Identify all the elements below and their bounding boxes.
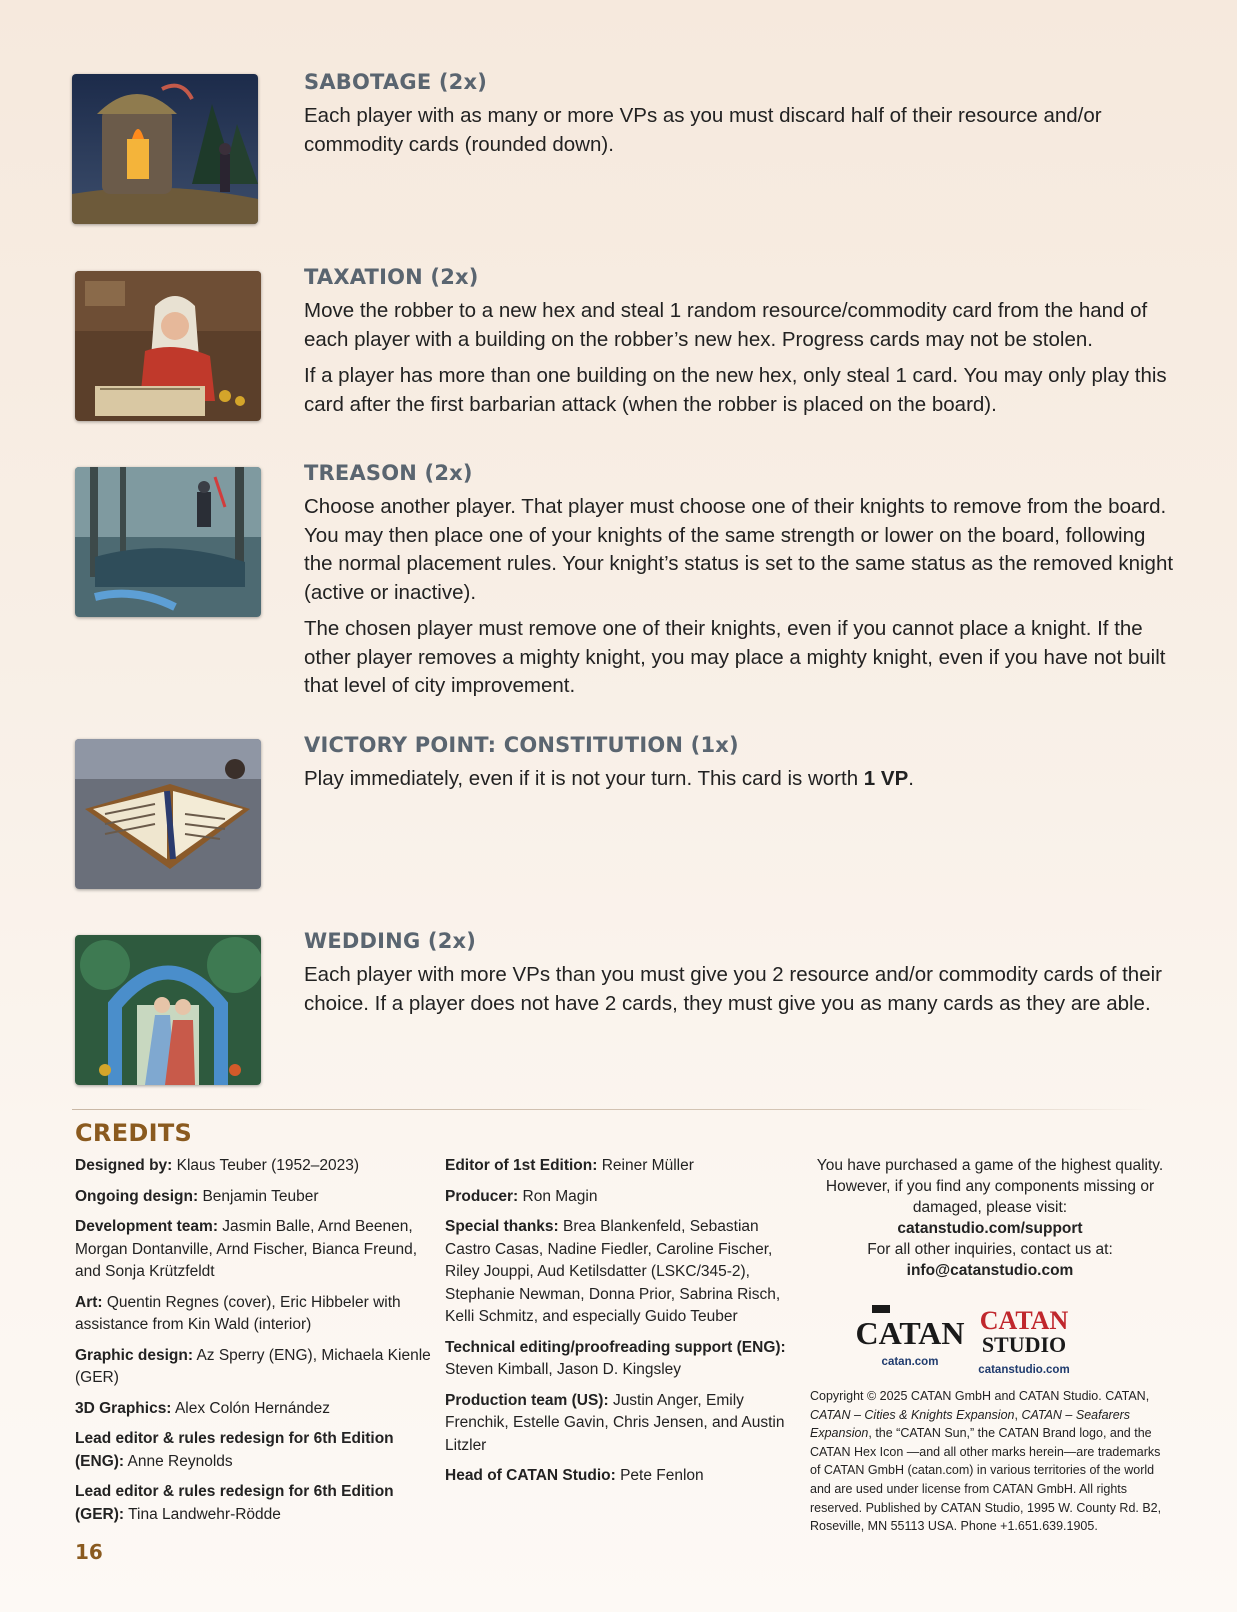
brand-logos <box>810 1289 1170 1381</box>
credit-item <box>75 1155 435 1178</box>
credit-value: Benjamin Teuber <box>202 1187 319 1205</box>
credit-item <box>75 1292 435 1337</box>
studio-url: catanstudio.com <box>978 1364 1070 1376</box>
credits-column-2 <box>445 1155 795 1496</box>
credit-label: Designed by: <box>75 1157 173 1174</box>
credit-item <box>445 1155 795 1178</box>
credit-label: Producer: <box>445 1187 519 1205</box>
card-paragraph <box>304 765 1174 794</box>
credit-label: Editor of 1st Edition: <box>445 1157 598 1174</box>
credit-label: Art: <box>75 1293 103 1311</box>
credit-item <box>75 1216 435 1284</box>
credit-label: Development team: <box>75 1218 218 1235</box>
contact-text: For all other inquiries, contact us at: <box>867 1241 1113 1258</box>
constitution-illustration <box>75 739 261 889</box>
copyright-title: CATAN – Seafarers Expansion <box>810 1407 1131 1441</box>
treason-illustration <box>75 467 261 617</box>
para-text: Play immediately, even if it is not your turn. This card is worth <box>304 767 864 790</box>
support-block <box>810 1155 1170 1281</box>
catan-logo-word: CATAN <box>855 1315 965 1351</box>
card-title: VICTORY POINT: CONSTITUTION (1x) <box>304 733 739 757</box>
card-title: TREASON (2x) <box>304 461 473 485</box>
card-treason-text <box>304 461 1174 709</box>
card-sabotage-text <box>304 70 1174 167</box>
catan-logo[interactable] <box>855 1305 964 1368</box>
card-title: WEDDING (2x) <box>304 929 477 953</box>
copyright-title: CATAN – Cities & Knights Expansion <box>810 1407 1015 1422</box>
credit-item <box>445 1337 795 1382</box>
studio-logo-subword: STUDIO <box>981 1332 1067 1357</box>
section-divider <box>72 1109 1152 1110</box>
studio-logo-word: CATAN <box>979 1306 1069 1335</box>
credit-value: Reiner Müller <box>601 1157 694 1174</box>
wedding-illustration <box>75 935 261 1085</box>
credit-item <box>445 1186 795 1209</box>
card-taxation-text <box>304 265 1174 427</box>
credit-item <box>445 1216 795 1329</box>
card-paragraph: Move the robber to a new hex and steal 1 random resource/commodity card from the hand of each player with a building on the robber’s new hex. Progress cards may not be stolen. <box>304 299 1148 351</box>
support-link[interactable]: catanstudio.com/support <box>897 1220 1083 1237</box>
credit-label: Lead editor & rules redesign for 6th Edition (GER): <box>75 1483 394 1523</box>
card-title: TAXATION (2x) <box>304 265 479 289</box>
para-text-end: . <box>908 767 914 790</box>
credit-label: Lead editor & rules redesign for 6th Edition (ENG): <box>75 1430 394 1470</box>
taxation-illustration <box>75 271 261 421</box>
credit-item <box>445 1390 795 1458</box>
credit-value: Jasmin Balle, Arnd Beenen, Morgan Dontanville, Arnd Fischer, Bianca Freund, and Sonja Krützfeldt <box>75 1218 418 1280</box>
credits-column-1 <box>75 1155 435 1534</box>
logos-row <box>810 1289 1170 1381</box>
catan-studio-logo[interactable] <box>978 1306 1069 1376</box>
credit-value: Justin Anger, Emily Frenchik, Estelle Gavin, Chris Jensen, and Austin Litzler <box>445 1391 785 1454</box>
support-text: You have purchased a game of the highest quality. However, if you find any components missing or damaged, please visit: <box>816 1157 1164 1216</box>
sabotage-illustration <box>72 74 258 224</box>
credit-value: Ron Magin <box>522 1187 598 1205</box>
credit-item <box>75 1186 435 1209</box>
card-wedding-text <box>304 929 1174 1026</box>
credit-item <box>75 1428 435 1473</box>
card-paragraph: Each player with as many or more VPs as you must discard half of their resource and/or commodity cards (rounded down). <box>304 104 1102 156</box>
credit-item <box>75 1481 435 1526</box>
credit-value: Az Sperry (ENG), Michaela Kienle (GER) <box>75 1346 431 1386</box>
credit-item <box>75 1345 435 1390</box>
card-paragraph: If a player has more than one building on the new hex, only steal 1 card. You may only play this card after the first barbarian attack (when the robber is placed on the board). <box>304 364 1167 416</box>
credit-label: Technical editing/proofreading support (ENG): <box>445 1338 786 1356</box>
credit-label: Production team (US): <box>445 1391 609 1409</box>
copyright-text: , <box>1014 1407 1022 1422</box>
card-constitution-text <box>304 733 1174 802</box>
contact-email[interactable]: info@catanstudio.com <box>906 1262 1074 1279</box>
credit-label: Graphic design: <box>75 1346 193 1364</box>
credit-item <box>75 1398 435 1421</box>
credit-label: Head of CATAN Studio: <box>445 1467 616 1484</box>
credit-label: Ongoing design: <box>75 1187 199 1205</box>
card-paragraph: Each player with more VPs than you must give you 2 resource and/or commodity cards of their choice. If a player does not have 2 cards, they must give you as many cards as they are able. <box>304 963 1162 1015</box>
copyright-text: , the “CATAN Sun,” the CATAN Brand logo, and the CATAN Hex Icon —and all other marks herein—are trademarks of CATAN GmbH (catan.com) in various territories of the world and are used under license from CATAN GmbH. All rights reserved. Published by CATAN Studio, 1995 W. County Rd. B2, Roseville, MN 55113 USA. Phone +1.651.639.1905. <box>810 1426 1162 1534</box>
card-paragraph: The chosen player must remove one of their knights, even if you cannot place a knight. If the other player removes a mighty knight, you may place a mighty knight, even if you have not built that level of city improvement. <box>304 617 1166 697</box>
credit-value: Alex Colón Hernández <box>174 1399 331 1417</box>
credit-value: Tina Landwehr-Rödde <box>128 1505 281 1523</box>
credit-value: Klaus Teuber (1952–2023) <box>176 1157 360 1174</box>
copyright-notice <box>810 1387 1170 1536</box>
credit-value: Pete Fenlon <box>620 1467 704 1484</box>
credit-label: 3D Graphics: <box>75 1399 172 1417</box>
credit-value: Brea Blankenfeld, Sebastian Castro Casas, Nadine Fiedler, Caroline Fischer, Riley Jouppi, Aud Ketilsdatter (LSKC/345-2), Stephanie Newman, Donna Prior, Sabrina Risch, Kelli Schmitz, and especially Guido Teuber <box>445 1218 781 1325</box>
credit-item <box>445 1465 795 1488</box>
catan-url: catan.com <box>881 1356 939 1368</box>
vp-value: 1 VP <box>863 767 909 790</box>
credit-value: Steven Kimball, Jason D. Kingsley <box>445 1361 682 1378</box>
card-title: SABOTAGE (2x) <box>304 70 488 94</box>
copyright-text: Copyright © 2025 CATAN GmbH and CATAN Studio. CATAN, <box>810 1389 1150 1403</box>
credit-label: Special thanks: <box>445 1218 559 1235</box>
credits-title: CREDITS <box>75 1119 193 1147</box>
card-paragraph: Choose another player. That player must choose one of their knights to remove from the board. You may then place one of your knights of the same strength or lower on the board, following the normal placement rules. Your knight’s status is set to the same status as the removed knight (active or inactive). <box>304 495 1174 604</box>
page-number: 16 <box>75 1540 103 1564</box>
credits-column-3 <box>810 1155 1170 1536</box>
credit-value: Quentin Regnes (cover), Eric Hibbeler with assistance from Kin Wald (interior) <box>75 1293 401 1333</box>
credit-value: Anne Reynolds <box>127 1452 233 1470</box>
